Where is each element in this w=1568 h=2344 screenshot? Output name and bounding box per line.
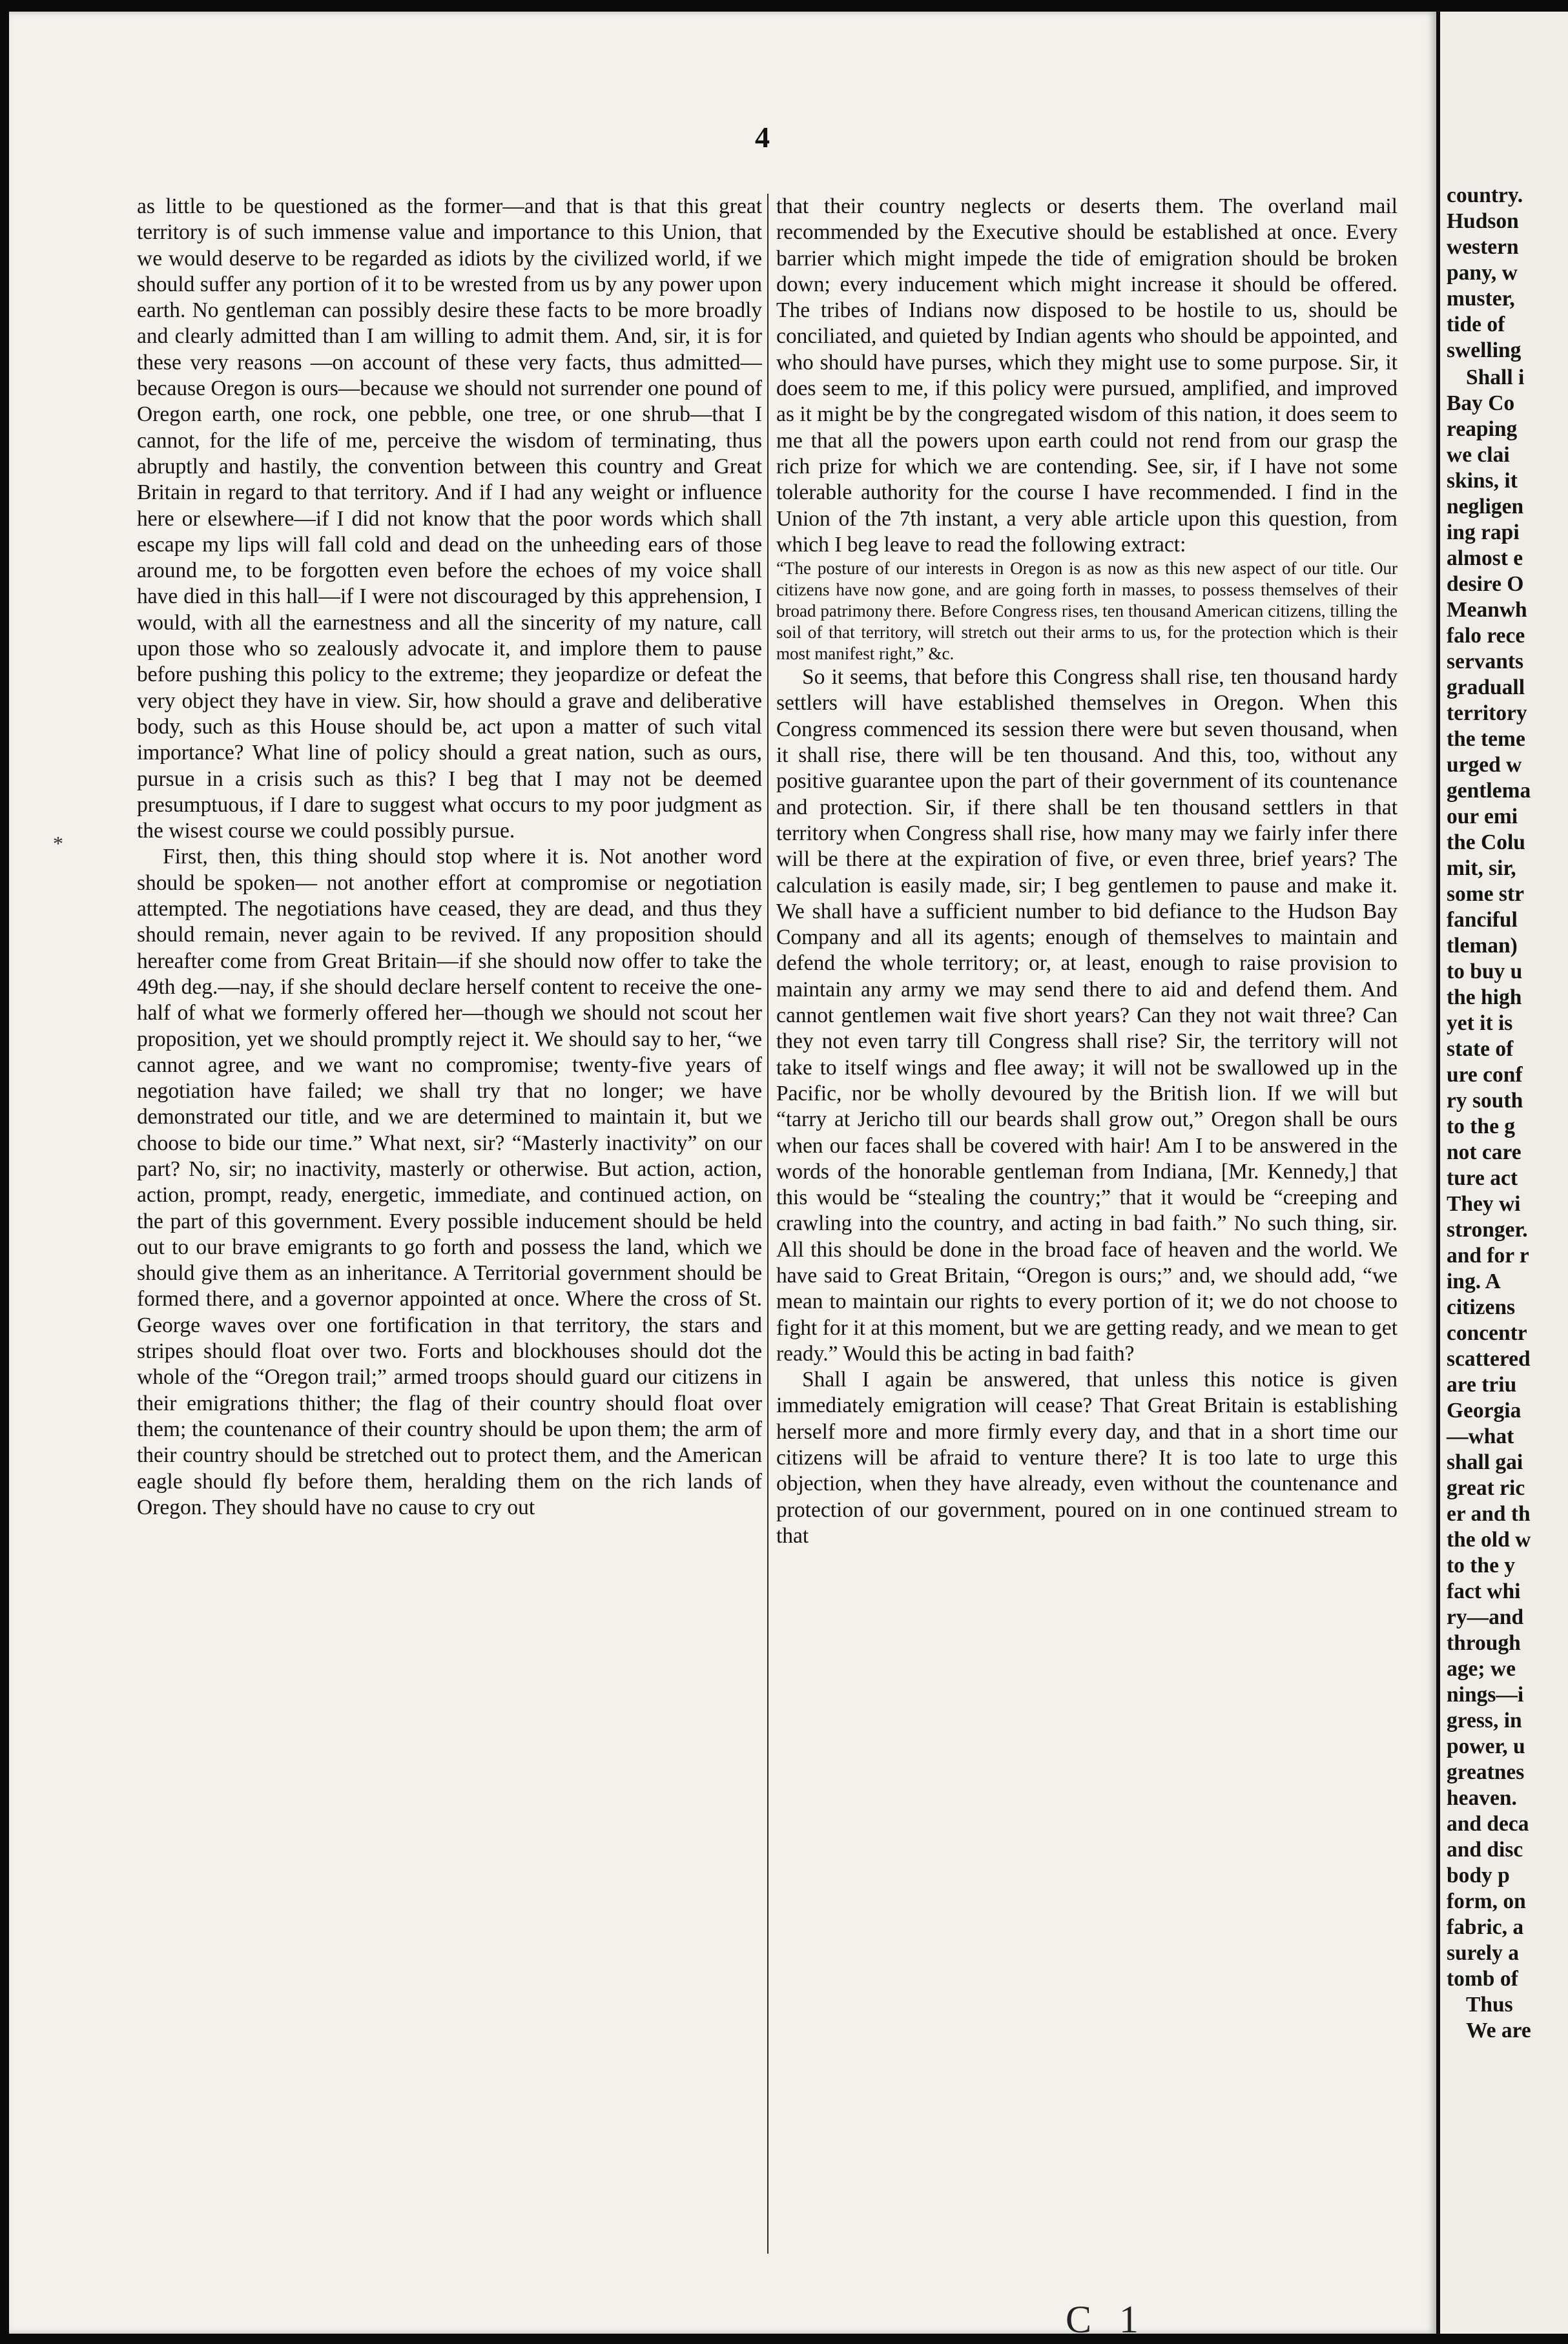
fragment-line: fabric, a xyxy=(1447,1915,1524,1939)
fragment-line: and deca xyxy=(1447,1812,1529,1836)
fragment-line: body p xyxy=(1447,1864,1510,1887)
fragment-line: yet it is xyxy=(1447,1011,1513,1035)
paragraph: First, then, this thing should stop where it is. Not another word should be spoken— not another effort at compromise or negotiation attempted. The negotiations have ceased, they are dead, and thus they should remain, never again to be revived. If any proposition should hereafter come from Great Britain—if she should now offer to take the 49th deg.—nay, if she should declare herself content to receive the one-half of what we formerly offered her—though we should not scout her proposition, yet we should promptly reject it. We should say to her, “we cannot agree, and we want no compromise; twenty-five years of negotiation have failed; we shall try that no longer; we have demonstrated our title, and we are determined to maintain it, but we choose to bide our time.” What next, sir? “Masterly inactivity” on our part? No, sir; no inactivity, masterly or otherwise. But action, action, action, prompt, ready, energetic, immediate, and continued action, on the part of this government. Every possible inducement should be held out to our brave emigrants to go forth and possess the land, which we should give them as an inheritance. A Territorial government should be formed there, and a governor appointed at once. Where the cross of St. George waves over one fortification in that territory, the stars and stripes should float over two. Forts and blockhouses should dot the whole of the “Oregon trail;” armed troops should guard our citizens in their emigrations thither; the flag of their country should float over them; the countenance of their country should be upon them; the arm of their country should be stretched out to protect them, and the American eagle should fly before them, heralding them on the rich lands of Oregon. They should have no cause to cry out xyxy=(137,845,762,1519)
fragment-line: falo rece xyxy=(1447,624,1525,648)
fragment-line: great ric xyxy=(1447,1476,1525,1500)
fragment-line: western xyxy=(1447,235,1519,259)
fragment-line: surely a xyxy=(1447,1941,1519,1965)
paragraph: as little to be questioned as the former—and that is that this great territory is of such immense value and importance to this Union, that we would deserve to be regarded as idiots by the civilized world, if we should suffer any portion of it to be wrested from us by any power upon earth. No gentleman can possibly desire these facts to be more broadly and clearly admitted than I am willing to admit them. And, sir, it is for these very reasons —on account of these very facts, thus admitted— because Oregon is ours—because we should not surrender one pound of Oregon earth, one rock, one pebble, one tree, or one shrub—that I cannot, for the life of me, perceive the wisdom of terminating, thus abruptly and hastily, the convention between this country and Great Britain in regard to that territory. And if I had any weight or influence here or elsewhere—if I did not know that the poor words which shall escape my lips will fall cold and dead on the unheeding ears of those around me, to be forgotten even before the echoes of my voice shall have died in this hall—if I were not discouraged by this apprehension, I would, with all the earnestness and all the sincerity of my nature, call upon those who so zealously advocate it, and implore them to pause before pushing this policy to the extreme; they jeopardize or defeat the very object they have in view. Sir, how should a grave and deliberative body, such as this House should be, act upon a matter of such vital importance? What line of policy should a great nation, such as ours, pursue in a crisis such as this? I beg that I may not be deemed presumptuous, if I dare to suggest what occurs to my poor judgment as the wisest course we could possibly pursue. xyxy=(137,194,762,843)
fragment-line: shall gai xyxy=(1447,1450,1523,1474)
fragment-line: Thus xyxy=(1466,1993,1513,2017)
fragment-line: ry south xyxy=(1447,1089,1523,1113)
margin-mark: * xyxy=(53,832,63,855)
fragment-line: ry—and xyxy=(1447,1605,1524,1629)
fragment-line: nings—i xyxy=(1447,1683,1524,1707)
fragment-line: swelling xyxy=(1447,338,1522,362)
page-number: 4 xyxy=(755,121,770,154)
handwritten-mark: C 1 xyxy=(1066,2298,1148,2341)
fragment-line: and for r xyxy=(1447,1244,1529,1268)
fragment-line: state of xyxy=(1447,1037,1514,1061)
fragment-line: and disc xyxy=(1447,1838,1523,1862)
fragment-line: Shall i xyxy=(1466,365,1525,389)
fragment-line: territory xyxy=(1447,701,1527,725)
adjacent-page-fragment xyxy=(1436,0,1568,2344)
fragment-line: tleman) xyxy=(1447,934,1518,958)
fragment-line: ure conf xyxy=(1447,1063,1523,1087)
fragment-line: our emi xyxy=(1447,805,1518,828)
fragment-line: reaping xyxy=(1447,417,1518,441)
fragment-line: desire O xyxy=(1447,572,1524,596)
fragment-line: urged w xyxy=(1447,753,1522,777)
fragment-line: the teme xyxy=(1447,727,1525,751)
fragment-line: gentlema xyxy=(1447,779,1531,803)
paragraph: So it seems, that before this Congress shall rise, ten thousand hardy settlers will have established themselves in Oregon. When this Congress commenced its session there were but seven thousand, when it shall rise, there will be ten thousand. And this, too, without any positive guarantee upon the part of their government of its countenance and protection. Sir, if there shall be ten thousand settlers in that territory when Congress shall rise, how many may we fairly infer there will be there at the expiration of five, or even three, brief years? The calculation is easily made, sir; I beg gentlemen to pause and make it. We shall have a sufficient number to bid defiance to the Hudson Bay Company and all its agents; enough of themselves to maintain and defend the whole territory; or, at least, enough to raise provision to maintain any army we may send there to aid and defend them. And cannot gentlemen wait five short years? Can they not wait three? Can they not even tarry till Congress shall rise? Sir, the territory will not take to itself wings and flee away; it will not be swallowed up in the Pacific, nor be wholly devoured by the British lion. If we will but “tarry at Jericho till our beards shall grow out,” Oregon shall be ours when our faces shall be covered with hair! Am I to be answered in the words of the honorable gentleman from Indiana, [Mr. Kennedy,] that this would be “stealing the country;” that it would be “creeping and crawling into the country, and acting in bad faith.” No such thing, sir. All this should be done in the broad face of heaven and the world. We have said to Great Britain, “Oregon is ours;” and, we should add, “we mean to maintain our rights to every portion of it; we do not choose to fight for it at this moment, but we are getting ready, and we mean to get ready.” Would this be acting in bad faith? xyxy=(776,665,1398,1366)
fragment-line: —what xyxy=(1447,1424,1514,1448)
fragment-line: ture act xyxy=(1447,1166,1518,1190)
fragment-line: greatnes xyxy=(1447,1760,1525,1784)
paragraph: Shall I again be answered, that unless this notice is given immediately emigration will cease? That Great Britain is establishing herself more and more firmly every day, and that in a short time our citizens will be afraid to venture there? It is too late to urge this objection, when they have already, even without the countenance and protection of our government, poured on in one continued stream to that xyxy=(776,1368,1398,1548)
fragment-line: tomb of xyxy=(1447,1967,1518,1991)
fragment-line: the high xyxy=(1447,985,1522,1009)
fragment-line: tide of xyxy=(1447,313,1505,336)
column-left xyxy=(137,194,762,2286)
fragment-line: country. xyxy=(1447,183,1523,207)
fragment-line: fanciful xyxy=(1447,908,1518,932)
fragment-line: mit, sir, xyxy=(1447,856,1516,880)
fragment-line: stronger. xyxy=(1447,1218,1528,1242)
fragment-line: skins, it xyxy=(1447,469,1518,493)
fragment-line: concentr xyxy=(1447,1321,1527,1345)
fragment-line: through xyxy=(1447,1631,1521,1655)
fragment-line: graduall xyxy=(1447,675,1525,699)
fragment-line: power, u xyxy=(1447,1734,1525,1758)
fragment-line: heaven. xyxy=(1447,1786,1517,1810)
fragment-line: Bay Co xyxy=(1447,391,1515,415)
fragment-line: pany, w xyxy=(1447,261,1518,285)
fragment-line: They wi xyxy=(1447,1192,1521,1216)
fragment-line: Meanwh xyxy=(1447,598,1527,622)
fragment-line: scattered xyxy=(1447,1347,1531,1371)
column-rule xyxy=(767,194,769,2254)
fragment-line: the Colu xyxy=(1447,830,1525,854)
fragment-line: er and th xyxy=(1447,1502,1531,1526)
fragment-line: to the g xyxy=(1447,1115,1516,1138)
fragment-line: are triu xyxy=(1447,1373,1517,1397)
fragment-line: to the y xyxy=(1447,1554,1516,1578)
fragment-line: servants xyxy=(1447,650,1524,673)
fragment-line: Georgia xyxy=(1447,1399,1522,1423)
newspaper-page xyxy=(9,12,1436,2341)
quoted-extract: “The posture of our interests in Oregon is as now as this new aspect of our title. Our citizens have now gone, and are going forth in masses, to possess themselves of their broad patrimony there. Before Congress rises, ten thousand American citizens, tilling the soil of that territory, will stretch out their arms to us, for the protection which is their most manifest right,” &c. xyxy=(776,559,1398,664)
fragment-line: the old w xyxy=(1447,1528,1531,1552)
adjacent-page-paper xyxy=(1440,12,1568,2334)
fragment-line: almost e xyxy=(1447,546,1523,570)
column-middle xyxy=(776,194,1398,2286)
fragment-line: fact whi xyxy=(1447,1579,1521,1603)
fragment-line: to buy u xyxy=(1447,960,1523,983)
fragment-line: ing. A xyxy=(1447,1270,1501,1293)
fragment-line: age; we xyxy=(1447,1657,1516,1681)
fragment-line: muster, xyxy=(1447,287,1515,311)
fragment-line: Hudson xyxy=(1447,209,1519,233)
paragraph: that their country neglects or deserts them. The overland mail recommended by the Executive should be established at once. Every barrier which might impede the tide of emigration should be broken down; every inducement which might increase it should be offered. The tribes of Indians now disposed to be hostile to us, should be conciliated, and quieted by Indian agents who should be appointed, and who should have purses, which they might use to some purpose. Sir, it does seem to me, if this policy were pursued, amplified, and improved as it might be by the congregated wisdom of this nation, it does seem to me that all the powers upon earth could not rend from our grasp the rich prize for which we are contending. See, sir, if I have not some tolerable authority for the course I have recommended. I find in the Union of the 7th instant, a very able article upon this question, from which I beg leave to read the following extract: xyxy=(776,194,1398,557)
fragment-line: We are xyxy=(1466,2019,1531,2042)
fragment-line: gress, in xyxy=(1447,1709,1522,1732)
fragment-line: ing rapi xyxy=(1447,520,1520,544)
fragment-line: citizens xyxy=(1447,1295,1516,1319)
fragment-line: form, on xyxy=(1447,1889,1526,1913)
fragment-line: some str xyxy=(1447,882,1524,906)
fragment-line: we clai xyxy=(1447,443,1510,467)
fragment-line: negligen xyxy=(1447,495,1524,519)
fragment-line: not care xyxy=(1447,1140,1522,1164)
